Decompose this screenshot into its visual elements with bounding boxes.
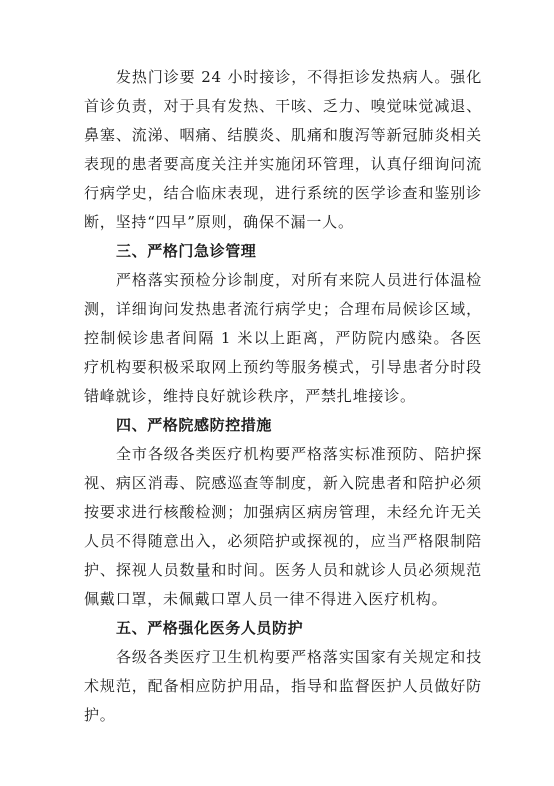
paragraph-outpatient-management: 严格落实预检分诊制度，对所有来院人员进行体温检测，详细询问发热患者流行病学史；合理布局候诊区域，控制候诊患者间隔 1 米以上距离，严防院内感染。各医疗机构要积极采取网上预约等服务模式，引导患者分时段错峰就诊，维持良好就诊秩序，严禁扎堆接诊。: [84, 271, 482, 405]
heading-outpatient-management: 三、严格门急诊管理: [116, 242, 257, 260]
heading-infection-control: 四、严格院感防控措施: [116, 416, 273, 434]
document-page: [84, 63, 482, 730]
paragraph-fever-clinic: 发热门诊要 24 小时接诊，不得拒诊发热病人。强化首诊负责，对于具有发热、干咳、乏力、嗅觉味觉减退、鼻塞、流涕、咽痛、结膜炎、肌痛和腹泻等新冠肺炎相关表现的患者要高度关注并实施闭环管理，认真仔细询问流行病学史，结合临床表现，进行系统的医学诊查和鉴别诊断，坚持“四早”原则，确保不漏一人。: [84, 68, 482, 231]
heading-staff-protection: 五、严格强化医务人员防护: [116, 619, 304, 637]
paragraph-staff-protection: 各级各类医疗卫生机构要严格落实国家有关规定和技术规范，配备相应防护用品，指导和监督医护人员做好防护。: [84, 648, 482, 724]
paragraph-infection-control: 全市各级各类医疗机构要严格落实标准预防、陪护探视、病区消毒、院感巡查等制度，新入院患者和陪护必须按要求进行核酸检测；加强病区病房管理，未经允许无关人员不得随意出入，必须陪护或探视的，应当严格限制陪护、探视人员数量和时间。医务人员和就诊人员必须规范佩戴口罩，未佩戴口罩人员一律不得进入医疗机构。: [84, 445, 482, 608]
